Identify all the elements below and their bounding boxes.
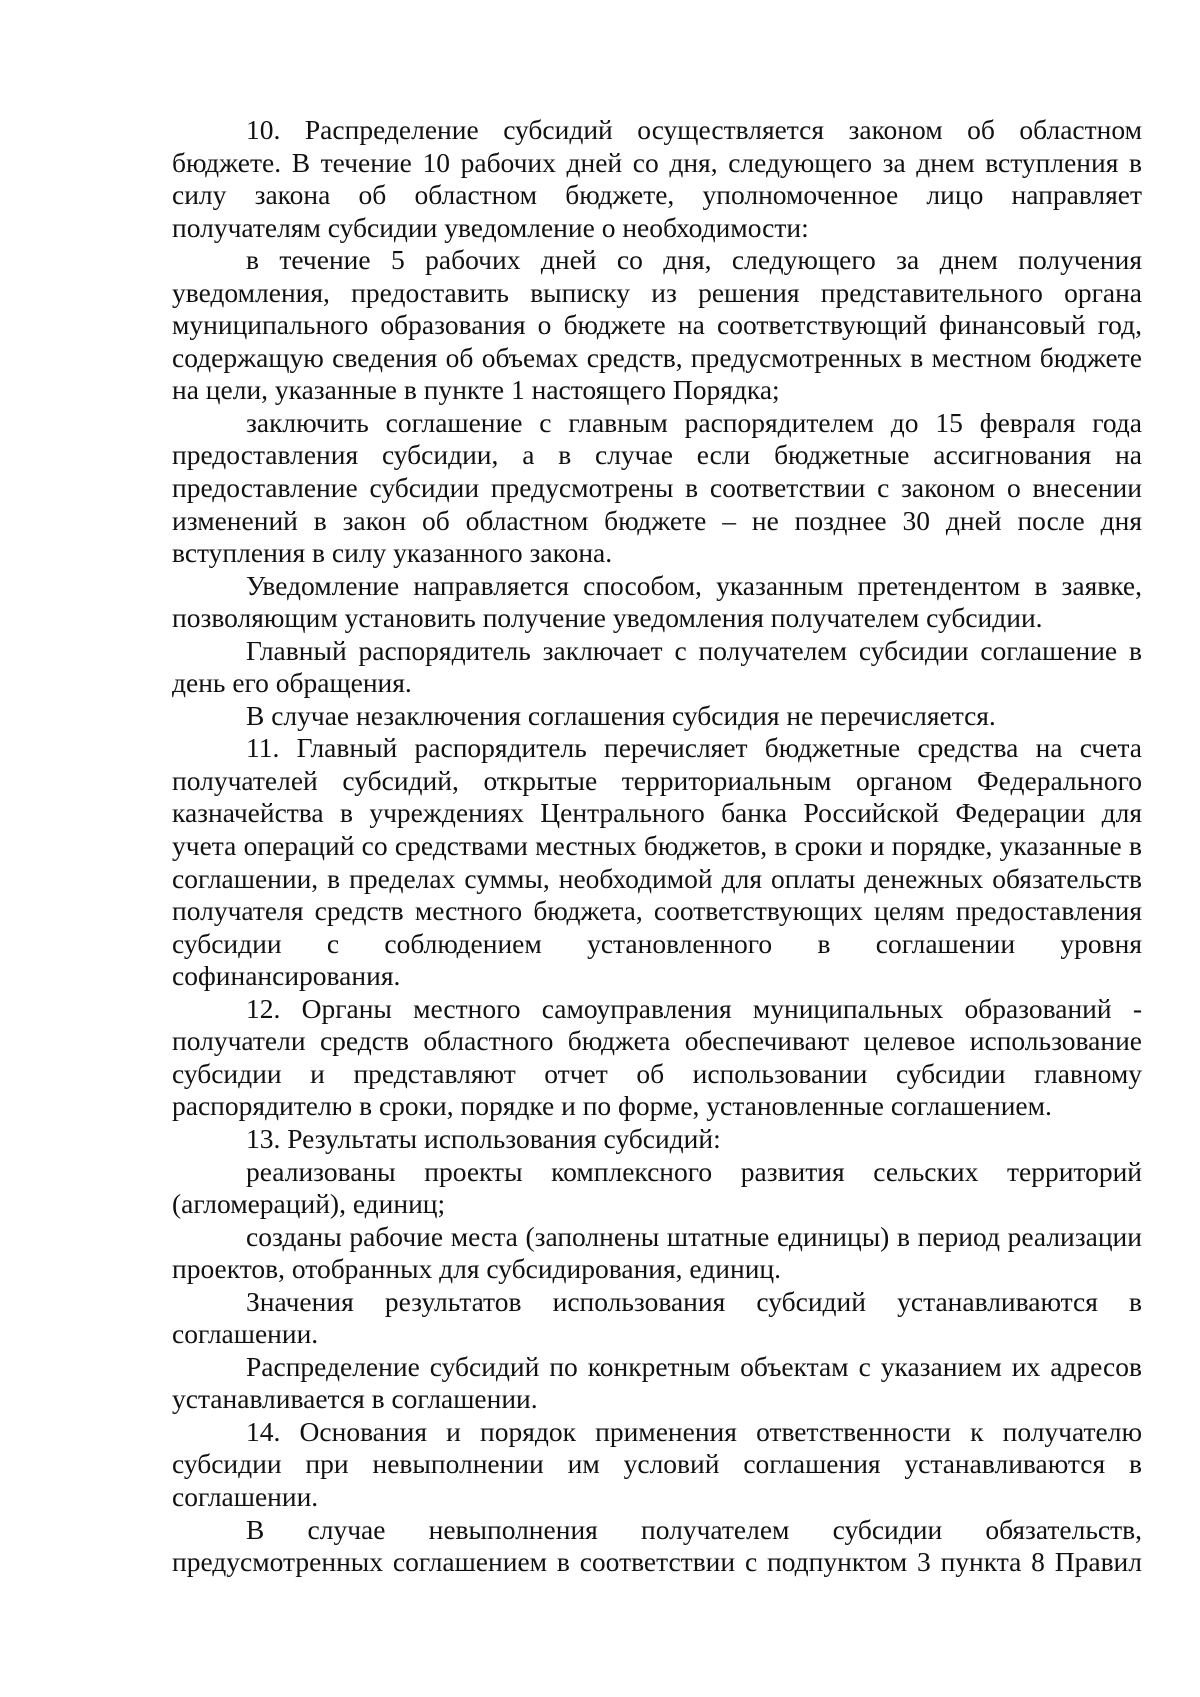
paragraph-10-item-agreement: заключить соглашение с главным распорядителем до 15 февраля года предоставления субсидии, а в случае если бюджетные ассигнования на предоставление субсидии предусмотрены в соответствии с законом о внесении изменений в закон об областном бюджете – не позднее 30 дней после дня вступления в силу указанного закона. (172, 406, 1142, 569)
paragraph-14: 14. Основания и порядок применения ответственности к получателю субсидии при невыполнении им условий соглашения устанавливаются в соглашении. (172, 1415, 1142, 1512)
document-page (172, 114, 1142, 1579)
paragraph-distribution: Распределение субсидий по конкретным объектам с указанием их адресов устанавливается в соглашении. (172, 1350, 1142, 1415)
paragraph-12: 12. Органы местного самоуправления муниципальных образований - получатели средств областного бюджета обеспечивают целевое использование субсидии и представляют отчет об использовании субсидии главному распорядителю в сроки, порядке и по форме, установленные соглашением. (172, 992, 1142, 1122)
paragraph-agreement-day: Главный распорядитель заключает с получателем субсидии соглашение в день его обращения. (172, 634, 1142, 699)
paragraph-13-result-projects: реализованы проекты комплексного развития сельских территорий (агломераций), единиц; (172, 1155, 1142, 1220)
paragraph-13: 13. Результаты использования субсидий: (246, 1122, 721, 1154)
paragraph-non-fulfillment: В случае невыполнения получателем субсидии обязательств, предусмотренных соглашением в соответствии с подпунктом 3 пункта 8 Правил (172, 1513, 1142, 1578)
paragraph-no-agreement: В случае незаключения соглашения субсидия не перечисляется. (246, 699, 996, 731)
paragraph-notification-method: Уведомление направляется способом, указанным претендентом в заявке, позволяющим установить получение уведомления получателем субсидии. (172, 569, 1142, 634)
paragraph-13-result-jobs: созданы рабочие места (заполнены штатные единицы) в период реализации проектов, отобранных для субсидирования, единиц. (172, 1220, 1142, 1285)
paragraph-result-values: Значения результатов использования субсидий устанавливаются в соглашении. (172, 1285, 1142, 1350)
paragraph-10-item-statement: в течение 5 рабочих дней со дня, следующего за днем получения уведомления, предоставить выписку из решения представительного органа муниципального образования о бюджете на соответствующий финансовый год, содержащую сведения об объемах средств, предусмотренных в местном бюджете на цели, указанные в пункте 1 настоящего Порядка; (172, 244, 1142, 406)
paragraph-11: 11. Главный распорядитель перечисляет бюджетные средства на счета получателей субсидий, открытые территориальным органом Федерального казначейства в учреждениях Центрального банка Российской Федерации для учета операций со средствами местных бюджетов, в сроки и порядке, указанные в соглашении, в пределах суммы, необходимой для оплаты денежных обязательств получателя средств местного бюджета, соответствующих целям предоставления субсидии с соблюдением установленного в соглашении уровня софинансирования. (172, 732, 1142, 992)
paragraph-10: 10. Распределение субсидий осуществляется законом об областном бюджете. В течение 10 рабочих дней со дня, следующего за днем вступления в силу закона об областном бюджете, уполномоченное лицо направляет получателям субсидии уведомление о необходимости: (172, 114, 1142, 243)
